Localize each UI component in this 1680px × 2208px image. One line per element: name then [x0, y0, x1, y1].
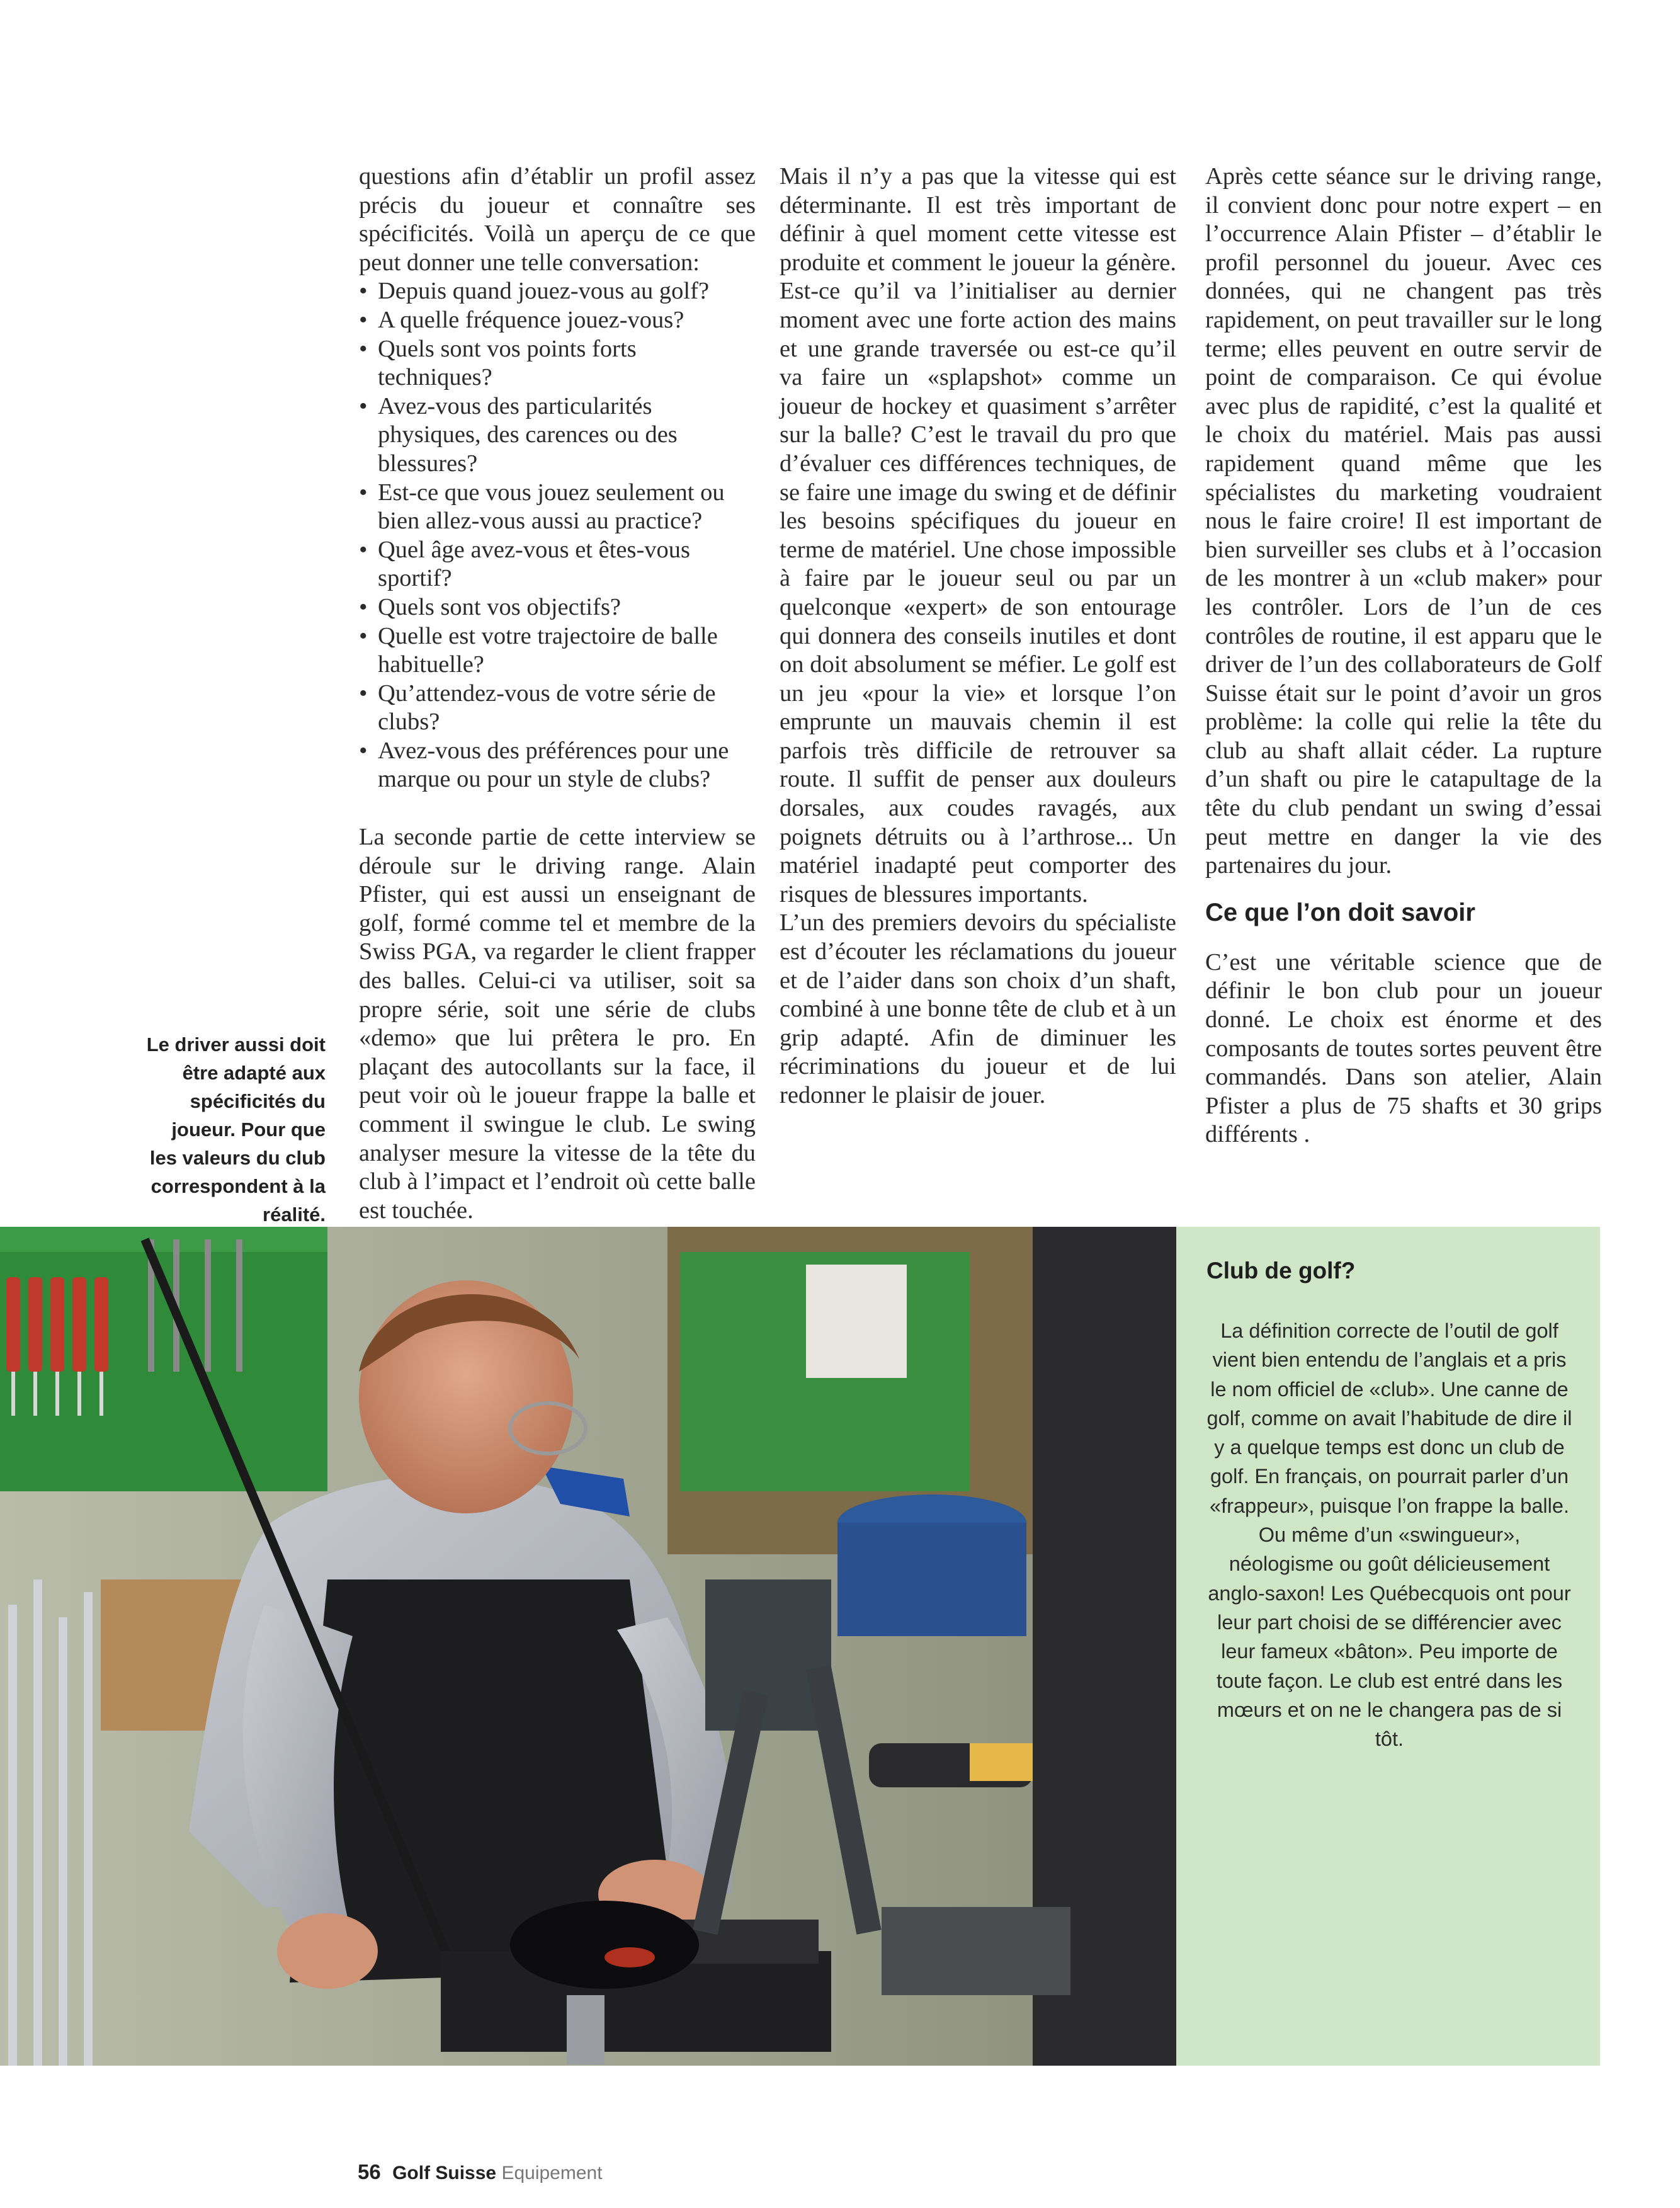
sidebar-box [1176, 1227, 1600, 2066]
column3-paragraph-2: C’est une véritable science que de définir le bon club pour un joueur donné. Le choix est énorme et des composants de toutes sortes peuvent être commandés. Dans son atelier, Alain Pfister a plus de 75 shafts et 30 grips différents . [1205, 948, 1602, 1148]
column2-paragraph-2: L’un des premiers devoirs du spécialiste est d’écouter les réclamations du joueur et de l’aider dans son choix d’un shaft, combiné à une bonne tête de club et à un grip adapté. Afin de diminuer les récriminations du joueur et de lui redonner le plaisir de jouer. [780, 909, 1176, 1108]
page-footer [358, 2160, 603, 2184]
column1-paragraph: La seconde partie de cette interview se déroule sur le driving range. Alain Pfister, qui est aussi un enseignant de golf, formé comme tel et membre de la Swiss PGA, va regarder le client frapper des balles. Celui-ci va utiliser, soit sa propre série, soit une série de clubs «demo» que lui prêtera le pro. En plaçant des autocollants sur la face, il peut voir où le joueur frappe la balle et comment il swingue le club. Le swing analyser mesure la vitesse de la tête du club à l’impact et l’endroit où cette balle est touchée. [359, 824, 756, 1224]
section-name: Equipement [501, 2163, 603, 2183]
magazine-name: Golf Suisse [392, 2163, 497, 2183]
list-item: • Quel âge avez-vous et êtes-vous sportif? [359, 536, 756, 593]
list-item: • Quelle est votre trajectoire de balle habituelle? [359, 622, 756, 680]
article-column-2 [780, 162, 1176, 1110]
section-subheading: Ce que l’on doit savoir [1205, 898, 1475, 926]
column1-intro: questions afin d’établir un profil assez précis du joueur et connaître ses spécificités. Voilà un aperçu de ce que peut donner une telle conversation: [359, 163, 756, 276]
workshop-photo [0, 1227, 1176, 2066]
page-number: 56 [358, 2160, 381, 2183]
column3-paragraph-1: Après cette séance sur le driving range, il convient donc pour notre expert – en l’occurrence Alain Pfister – d’établir le profil personnel du joueur. Avec ces données, qui ne changent pas très rapidement, on peut travailler sur le long terme; elles peuvent en outre servir de point de comparaison. Ce qui évolue avec plus de rapidité, c’est la qualité et le choix du matériel. Mais pas aussi rapidement quand même que les spécialistes du marketing voudraient nous le faire croire! Il est important de bien surveiller ses clubs et à l’occasion de les montrer à un «club maker» pour les contrôler. Lors de l’un de ces contrôles de routine, il est apparu que le driver de l’un des collaborateurs de Golf Suisse était sur le point d’avoir un gros problème: la colle qui relie la tête du club au shaft allait céder. La rupture d’un shaft ou pire le catapultage de la tête du club pendant un swing d’essai peut mettre en danger la vie des partenaires du jour. [1205, 163, 1602, 879]
interview-question-list [359, 277, 756, 794]
column2-paragraph-1: Mais il n’y a pas que la vitesse qui est déterminante. Il est très important de définir à quel moment cette vitesse est produite et comment le joueur la génère. Est-ce qu’il va l’initialiser au dernier moment avec une forte action des mains et une grande traversée ou est-ce qu’il va faire un «splapshot» comme un joueur de hockey et quasiment s’arrêter sur la balle? C’est le travail du pro que d’évaluer ces différences techniques, de se faire une image du swing et de définir les besoins spécifiques du joueur en terme de matériel. Une chose impossible à faire par le joueur seul ou par un quelconque «expert» de son entourage qui donnera des conseils inutiles et dont on doit absolument se méfier. Le golf est un jeu «pour la vie» et lorsque l’on emprunte un mauvais chemin il est parfois très difficile de retrouver sa route. Il suffit de penser aux douleurs dorsales, aux coudes ravagés, aux poignets détruits ou à l’arthrose... Un matériel inadapté peut comporter des risques de blessures importants. [780, 163, 1176, 908]
list-item: • Quels sont vos objectifs? [359, 593, 756, 622]
list-item: • Quels sont vos points forts techniques? [359, 335, 756, 392]
list-item: • Depuis quand jouez-vous au golf? [359, 277, 756, 306]
workshop-photo-illustration [0, 1227, 1176, 2066]
sidebar-text: La définition correcte de l’outil de golf vient bien entendu de l’anglais et a pris le nom officiel de «club». Une canne de golf, comme on avait l’habitude de dire il y a quelque temps est donc un club de golf. En français, on pourrait parler d’un «frappeur», puisque l’on frappe la balle. Ou même d’un «swingueur», néologisme ou goût délicieusement anglo-saxon! Les Québecquois ont pour leur part choisi de se différencier avec leur fameux «bâton». Peu importe de toute façon. Le club est entré dans les mœurs et on ne le changera pas de si tôt. [1206, 1319, 1572, 1751]
list-item: • Avez-vous des particularités physiques, des carences ou des blessures? [359, 392, 756, 479]
article-column-1 [359, 162, 756, 1225]
photo-caption: Le driver aussi doit être adapté aux spécificités du joueur. Pour que les valeurs du club correspondent à la réalité. [146, 1033, 326, 1226]
list-item: • Avez-vous des préférences pour une marque ou pour un style de clubs? [359, 737, 756, 794]
article-column-3 [1205, 162, 1602, 1149]
list-item: • Est-ce que vous jouez seulement ou bien allez-vous aussi au practice? [359, 479, 756, 536]
sidebar-title: Club de golf? [1206, 1258, 1356, 1283]
list-item: • Qu’attendez-vous de votre série de clubs? [359, 680, 756, 737]
list-item: • A quelle fréquence jouez-vous? [359, 306, 756, 335]
